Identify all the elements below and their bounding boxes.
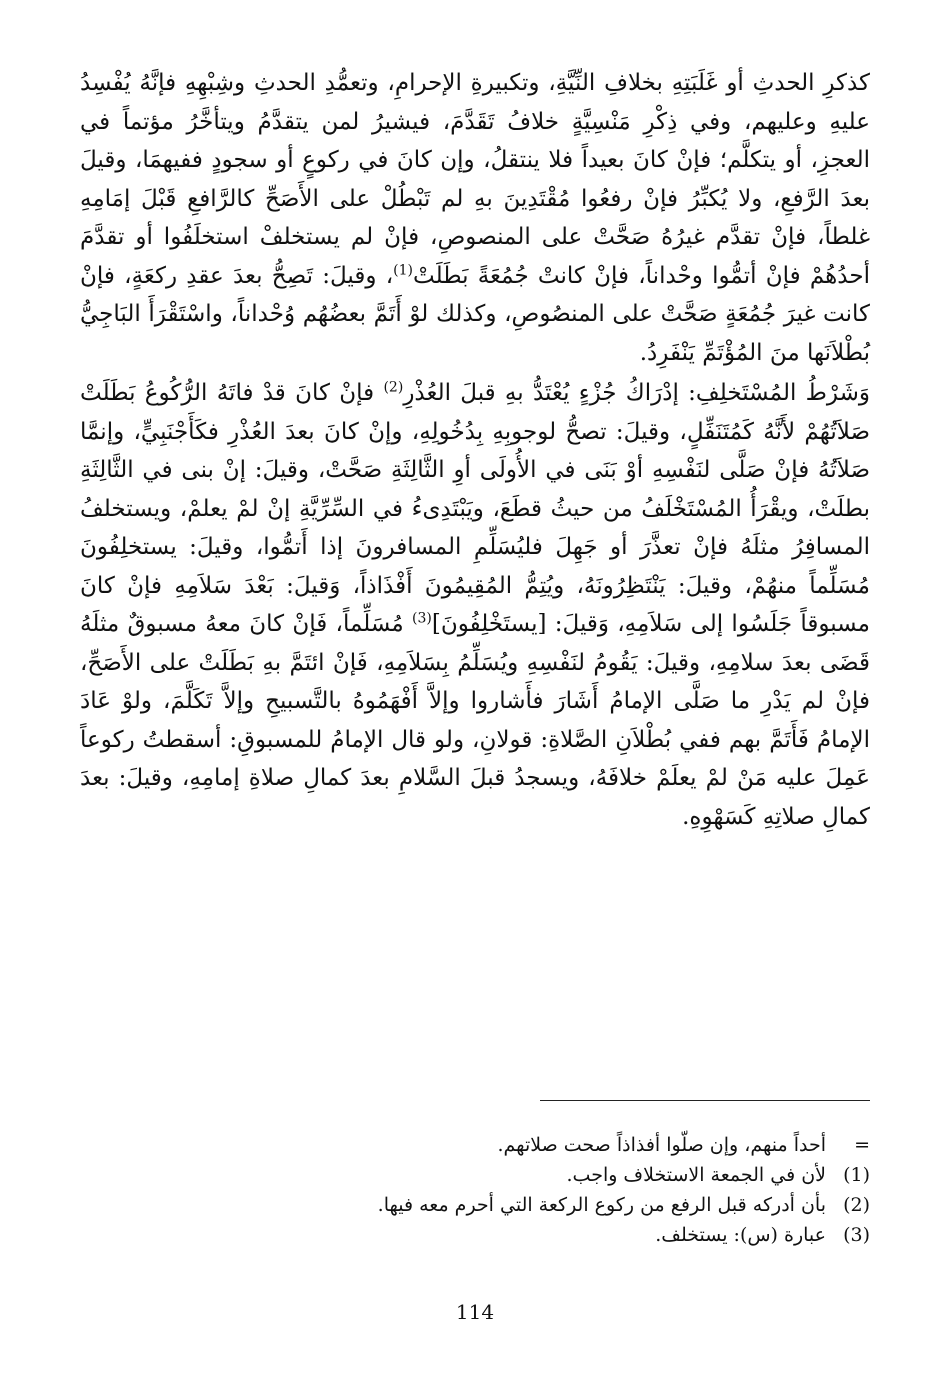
paragraph-2-text-a: وَشَرْطُ المُسْتَخلِفِ: إدْرَاكُ جُزْءٍ يُعْتَدُّ بهِ قبلَ العُذْرِ [403, 380, 870, 406]
body-paragraph-1 [80, 64, 870, 372]
footnote-text: عبارة (س): يستخلف. [655, 1224, 826, 1246]
footnotes-section [80, 1130, 870, 1250]
footnote-text: لأن في الجمعة الاستخلاف واجب. [566, 1164, 826, 1186]
footnote-continuation [80, 1130, 870, 1160]
book-page [80, 64, 870, 1374]
footnote-2 [80, 1190, 870, 1220]
footnote-marker: (3) [843, 1224, 870, 1246]
footnote-1 [80, 1160, 870, 1190]
footnote-ref-1: (1) [393, 261, 413, 278]
paragraph-1-text-a: كذكرِ الحدثِ أو غَلَبَتِهِ بخلافِ النِّيَّةِ، وتكبيرةِ الإحرامِ، وتعمُّدِ الحدثِ وشِبْهِهِ فإنَّهُ يُفْسِدُ عليهِ وعليهم، وفي ذِكْرِ مَنْسِيَّةٍ خلافُ تَقَدَّمَ، فيشيرُ لمن يتقدَّمُ ويتأخَّرُ مؤتماً في العجزِ، أو يتكلَّم؛ فإنْ كانَ بعيداً فلا ينتقلُ، وإن كانَ في ركوعٍ أو سجودٍ ففيهمَا، وقيلَ بعدَ الرَّفعِ، ولا يُكبِّرُ فإنْ رفعُوا مُقْتَدِينَ بهِ لم تَبْطُلْ على الأَصَحِّ كالرَّافعِ قَبْلَ إمَامِهِ غلطاً، فإنْ تقدَّم غيرُهُ صَحَّتْ على المنصوصِ، فإنْ لم يستخلفْ استخلَفُوا أو تقدَّمَ أحدُهُمْ فإنْ أتمُّوا وحْداناً، فإنْ كانتْ جُمُعَةً بَطَلَتْ [80, 70, 870, 289]
page-number: 114 [455, 1300, 495, 1324]
footnote-marker: (1) [843, 1164, 870, 1186]
body-paragraph-2 [80, 374, 870, 836]
paragraph-2-text-b: فإنْ كانَ قدْ فاتَهُ الرُّكُوعُ بَطَلَتْ صَلاَتُهُمْ لأَنَّهُ كَمُتَنَفِّلٍ، وقيلَ: تصحُّ لوجوبِهِ بِدُخُولِهِ، وإنْ كانَ بعدَ العُذْرِ فكَأَجْنَبِيٍّ، وإنمَّا صَلاَتُهُ فإنْ صَلَّى لنَفْسِهِ أوْ بَنَى في الأُولَى أوِ الثَّالِثَةِ صَحَّتْ، وقيلَ: إنْ بنى في الثَّالِثَةِ بطلَتْ، ويقْرَأُ المُسْتَخْلَفُ من حيثُ قطَعَ، ويَبْتَدِىءُ في السِّرِّيَّةِ إنْ لمْ يعلمْ، ويستخلفُ المسافِرُ مثلَهُ فإنْ تعذَّرَ أو جَهِلَ فليُسَلِّمِ المسافرونَ إذا أَتمُّوا، وقيلَ: يستخلِفُونَ مُسَلِّماً منهُمْ، وقيلَ: يَنْتَظِرُونَهُ، ويُتِمُّ المُقِيمُونَ أَفْذَاذاً، وَقيلَ: بَعْدَ سَلاَمِهِ فإنْ كانَ مسبوقاً جَلَسُوا إلى سَلاَمِهِ، وَقيلَ: [يستَخْلِفُونَ] [80, 380, 870, 637]
footnote-divider [540, 1100, 870, 1101]
footnote-marker: (2) [843, 1194, 870, 1216]
footnote-ref-2: (2) [383, 379, 404, 396]
footnote-text: أحداً منهم، وإن صلّوا أفذاذاً صحت صلاتهم. [497, 1134, 826, 1156]
paragraph-1-text-b: ، وقيلَ: تَصِحُّ بعدَ عقدِ ركعَةٍ، فإنْ كانت غيرَ جُمُعَةٍ صَحَّتْ على المنصُوصِ، وكذلك لوْ أَتَمَّ بعضُهُم وُحْداناً، واسْتَقْرَأَ البَاجِيُّ بُطْلاَنَها منَ المُؤْتَمِّ يَنْفَرِدُ. [80, 262, 870, 366]
footnote-ref-3: (3) [411, 610, 432, 627]
footnote-text: بأن أدركه قبل الرفع من ركوع الركعة التي أحرم معه فيها. [377, 1194, 826, 1216]
footnote-marker: = [854, 1134, 870, 1156]
paragraph-2-text-c: مُسَلِّماً، فَإنْ كانَ معهُ مسبوقٌ مثلَهُ قَضَى بعدَ سلامِهِ، وقيلَ: يَقُومُ لنَفْسِهِ ويُسَلِّمُ بِسَلاَمِهِ، فَإنْ ائتَمَّ بهِ بَطَلَتْ على الأَصَحِّ، فإنْ لم يَدْرِ ما صَلَّى الإمامُ أَشَارَ فأَشاروا وإلاَّ أَفْهَمُوهُ بالتَّسبيحِ وإلاَّ تَكَلَّمَ، ولوْ عَادَ الإمامُ فَأَتَمَّ بهم ففي بُطْلاَنِ الصَّلاةِ: قولانِ، ولو قال الإمامُ للمسبوقِ: أسقطتُ ركوعاً عَمِلَ عليه مَنْ لمْ يعلَمْ خلافَهُ، ويسجدُ قبلَ السَّلامِ بعدَ كمالِ صلاةِ إمامِهِ، وقيلَ: بعدَ كمالِ صلاتِهِ كَسَهْوِهِ. [80, 611, 870, 830]
footnote-3 [80, 1220, 870, 1250]
